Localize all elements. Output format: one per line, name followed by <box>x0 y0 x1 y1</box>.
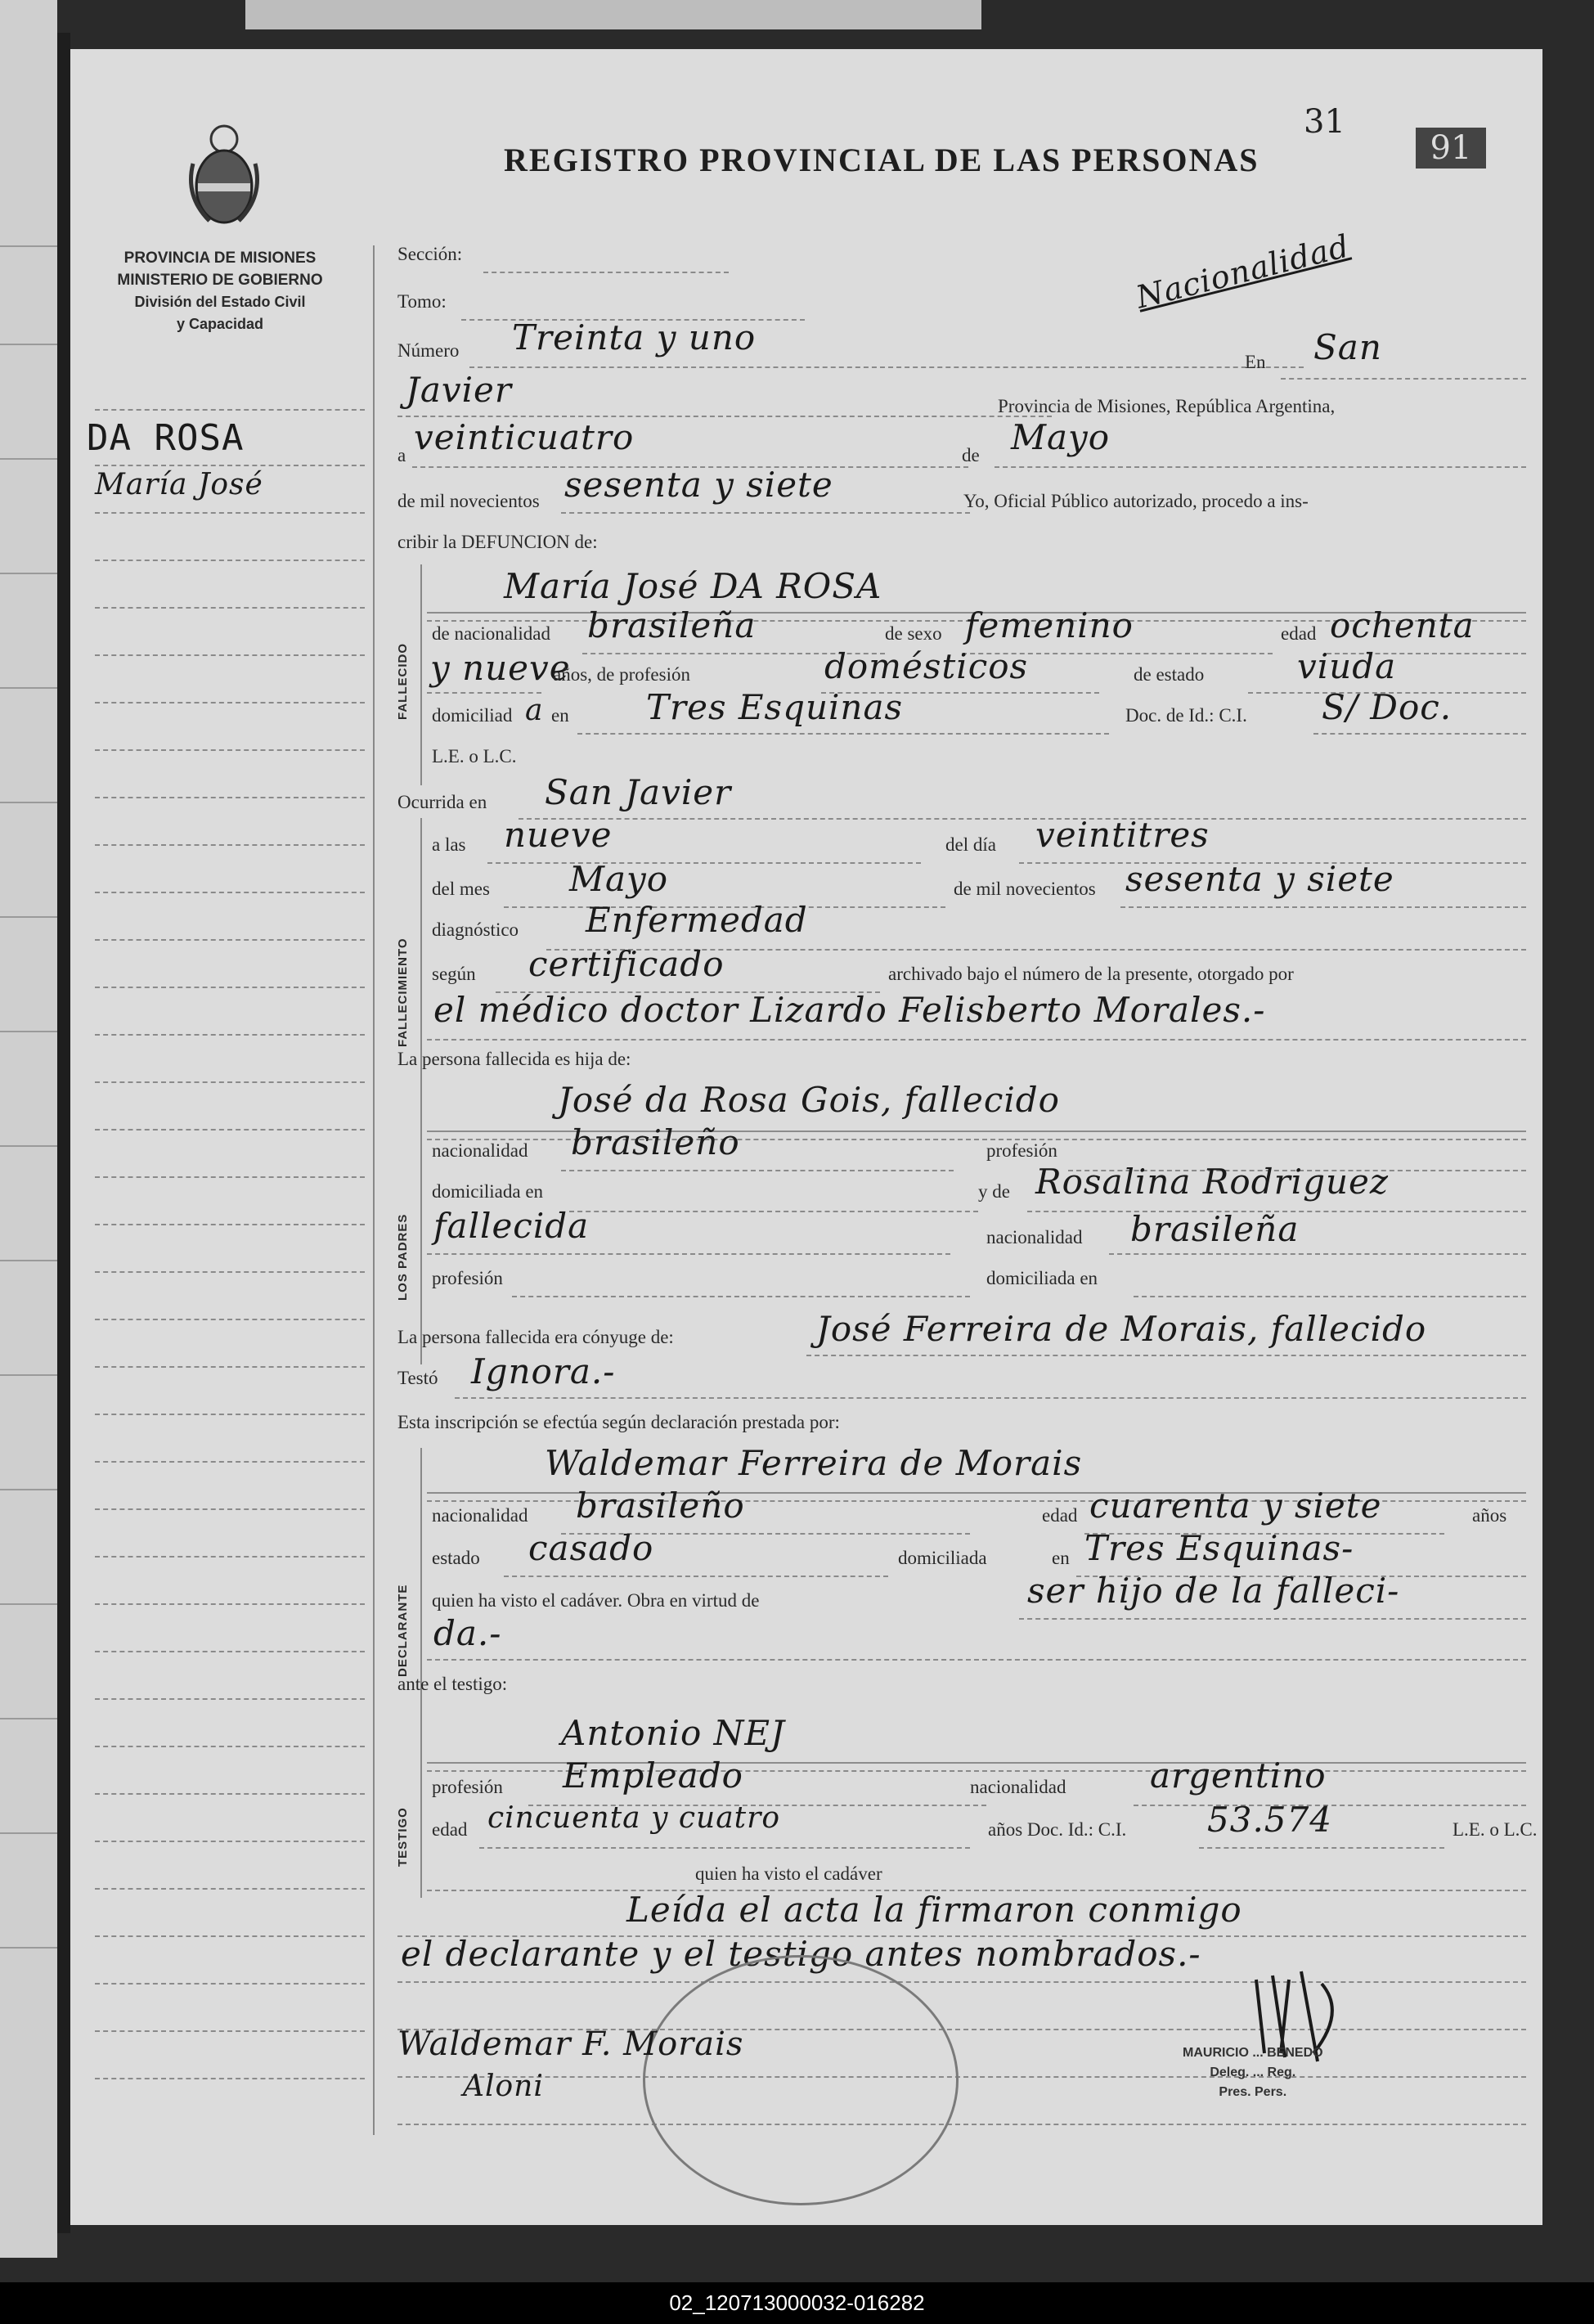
month-value: Mayo <box>1011 417 1111 457</box>
diagnostico-value: Enfermedad <box>586 900 808 940</box>
margin-divider <box>373 245 375 2135</box>
en-label: En <box>1245 352 1266 372</box>
inscribir-label: cribir la DEFUNCION de: <box>397 532 598 552</box>
testigo-visto-label: quien ha visto el cadáver <box>695 1863 882 1884</box>
year-label: de mil novecientos <box>397 491 540 511</box>
fallecimiento-anio-value: sesenta y siete <box>1125 859 1394 899</box>
testigo-profesion-value: Empleado <box>563 1755 743 1796</box>
fallecido-domicilio-value: Tres Esquinas <box>646 687 904 727</box>
y-de-label: y de <box>978 1181 1010 1202</box>
day-value: veinticuatro <box>414 417 635 457</box>
fallecido-edad-value-1: ochenta <box>1330 605 1475 645</box>
padre-nacionalidad-value: brasileño <box>571 1122 740 1162</box>
testigo-edad-value: cincuenta y cuatro <box>487 1801 781 1835</box>
hora-value: nueve <box>504 815 613 855</box>
fallecido-estado-value: viuda <box>1297 646 1397 686</box>
fallecido-nacionalidad-value: brasileña <box>587 605 757 645</box>
padres-section-label: LOS PADRES <box>396 1213 410 1301</box>
conyuge-label: La persona fallecida era cónyuge de: <box>397 1327 674 1347</box>
fallecimiento-anio-label: de mil novecientos <box>954 879 1096 899</box>
fallecido-estado-label: de estado <box>1134 664 1205 685</box>
page-number: 31 <box>1304 103 1345 141</box>
fallecido-domiciliado-label: domiciliad <box>432 705 513 726</box>
testigo-le-label: L.E. o L.C. <box>1453 1819 1538 1840</box>
fallecido-le-label: L.E. o L.C. <box>432 746 517 766</box>
declarante-name: Waldemar Ferreira de Morais <box>545 1443 1083 1483</box>
numero-label: Número <box>397 340 460 361</box>
margin-surname: DA ROSA <box>87 417 245 459</box>
ocurrida-value: San Javier <box>545 772 732 812</box>
seccion-label: Sección: <box>397 244 463 264</box>
margin-annotation: Nacionalidad <box>1132 227 1354 316</box>
registrar-stamp: MAURICIO ... BENEDO Deleg. ... Reg. Pres. Pers. <box>1183 2046 1323 2099</box>
medico-value: el médico doctor Lizardo Felisberto Morales.- <box>433 990 1266 1030</box>
fallecido-section-label: FALLECIDO <box>396 643 410 720</box>
testigo-anos-label: años Doc. Id.: C.I. <box>988 1819 1127 1840</box>
fallecido-doc-label: Doc. de Id.: C.I. <box>1125 705 1247 726</box>
page-title: REGISTRO PROVINCIAL DE LAS PERSONAS <box>504 142 1259 178</box>
fallecido-domiciliado-suffix: a <box>525 694 544 727</box>
testigo-nacionalidad-value: argentino <box>1150 1755 1327 1796</box>
declarante-domicilio-value: Tres Esquinas- <box>1084 1528 1354 1568</box>
madre-value: Rosalina Rodriguez <box>1035 1162 1390 1202</box>
segun-label: según <box>432 964 476 984</box>
ministry-header: PROVINCIA DE MISIONES MINISTERIO DE GOBIERNO División del Estado Civil y Capacidad <box>117 249 323 332</box>
madre-nacionalidad-label: nacionalidad <box>986 1227 1083 1247</box>
declarante-visto-label: quien ha visto el cadáver. Obra en virtud de <box>432 1590 760 1611</box>
fallecido-doc-value: S/ Doc. <box>1322 687 1453 727</box>
declarante-domiciliada-label: domiciliada <box>898 1548 987 1568</box>
tomo-label: Tomo: <box>397 291 447 312</box>
image-caption: 02_120713000032-016282 <box>0 2282 1594 2324</box>
declarante-estado-label: estado <box>432 1548 480 1568</box>
testo-value: Ignora.- <box>471 1351 616 1391</box>
dia-label: del día <box>945 834 996 855</box>
conyuge-value: José Ferreira de Morais, fallecido <box>816 1309 1427 1349</box>
fallecido-sexo-label: de sexo <box>885 623 942 644</box>
madre-profesion-label: profesión <box>432 1268 503 1288</box>
declarante-estado-value: casado <box>528 1528 654 1568</box>
fallecido-edad-label: edad <box>1281 623 1317 644</box>
declarante-nacionalidad-label: nacionalidad <box>432 1505 528 1526</box>
declarante-edad-label: edad <box>1042 1505 1078 1526</box>
testigo-section-label: TESTIGO <box>396 1807 410 1867</box>
witness-signature: Aloni <box>463 2070 544 2103</box>
fallecimiento-section-label: FALLECIMIENTO <box>396 937 410 1047</box>
declarante-visto-value-2: da.- <box>433 1613 502 1653</box>
declarante-anos-label: años <box>1472 1505 1507 1526</box>
provincia-label: Provincia de Misiones, República Argentina, <box>998 396 1336 416</box>
fallecido-nacionalidad-label: de nacionalidad <box>432 623 550 644</box>
padre-domiciliada-label: domiciliada en <box>432 1181 544 1202</box>
closing-line-1: Leída el acta la firmaron conmigo <box>626 1890 1242 1930</box>
corner-number: 91 <box>1416 128 1486 169</box>
testigo-profesion-label: profesión <box>432 1777 503 1797</box>
madre-estado-value: fallecida <box>433 1206 590 1246</box>
madre-domiciliada-label: domiciliada en <box>986 1268 1098 1288</box>
hija-label: La persona fallecida es hija de: <box>397 1049 631 1069</box>
declarante-nacionalidad-value: brasileño <box>576 1486 745 1526</box>
padre-nacionalidad-label: nacionalidad <box>432 1140 528 1161</box>
declarante-edad-value: cuarenta y siete <box>1089 1486 1382 1526</box>
book-spine <box>57 33 70 2233</box>
testo-label: Testó <box>397 1368 438 1388</box>
register-page <box>70 49 1542 2225</box>
fallecido-anos-label: años, de profesión <box>553 664 690 685</box>
declarante-en-label: en <box>1052 1548 1070 1568</box>
declarante-section-label: DECLARANTE <box>396 1584 410 1677</box>
dia-value: veintitres <box>1035 815 1210 855</box>
oficial-label: Yo, Oficial Público autorizado, procedo a ins- <box>963 491 1309 511</box>
segun-value: certificado <box>528 944 725 984</box>
ante-testigo-label: ante el testigo: <box>397 1674 508 1694</box>
previous-page-top-edge <box>245 0 981 29</box>
place-value-1: San <box>1313 327 1382 367</box>
coat-of-arms-icon <box>185 115 263 229</box>
declarante-visto-value: ser hijo de la falleci- <box>1027 1571 1400 1611</box>
testigo-doc-value: 53.574 <box>1207 1800 1332 1840</box>
previous-page-edge <box>0 0 57 2258</box>
testigo-edad-label: edad <box>432 1819 468 1840</box>
fallecido-edad-value-2: y nueve <box>430 648 571 688</box>
fallecido-name: María José DA ROSA <box>504 566 882 606</box>
diagnostico-label: diagnóstico <box>432 919 519 940</box>
place-value-2: Javier <box>406 370 512 410</box>
padre-profesion-label: profesión <box>986 1140 1057 1161</box>
fallecido-profesion-value: domésticos <box>824 646 1029 686</box>
madre-nacionalidad-value: brasileña <box>1130 1209 1300 1249</box>
margin-given-name: María José <box>95 468 263 501</box>
de-label: de <box>962 445 980 465</box>
year-value: sesenta y siete <box>564 465 833 505</box>
padre-value: José da Rosa Gois, fallecido <box>558 1080 1060 1120</box>
fallecido-sexo-value: femenino <box>965 605 1134 645</box>
mes-label: del mes <box>432 879 490 899</box>
declarant-signature: Waldemar F. Morais <box>397 2025 744 2063</box>
fallecido-en-label: en <box>551 705 569 726</box>
mes-value: Mayo <box>569 859 669 899</box>
testigo-nacionalidad-label: nacionalidad <box>970 1777 1066 1797</box>
official-seal <box>643 1955 959 2205</box>
archivado-label: archivado bajo el número de la presente, otorgado por <box>888 964 1294 984</box>
numero-value: Treinta y uno <box>512 317 757 357</box>
testigo-name: Antonio NEJ <box>561 1713 785 1753</box>
closing-line-2: el declarante y el testigo antes nombrados.- <box>401 1934 1201 1974</box>
a-label: a <box>397 445 406 465</box>
hora-label: a las <box>432 834 466 855</box>
ocurrida-label: Ocurrida en <box>397 792 487 812</box>
inscripcion-label: Esta inscripción se efectúa según declaración prestada por: <box>397 1412 840 1432</box>
